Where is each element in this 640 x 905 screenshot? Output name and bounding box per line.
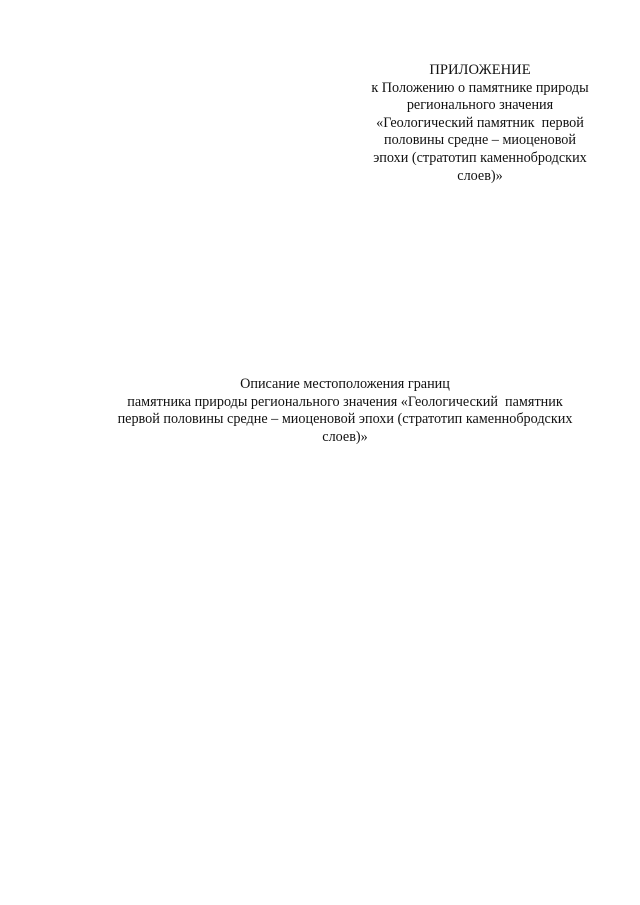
description-line-3: первой половины средне – миоценовой эпохи (стратотип каменнобродских	[117, 411, 573, 428]
appendix-line-6: слоев)»	[457, 167, 503, 184]
appendix-line-2: регионального значения	[406, 97, 554, 114]
appendix-line-3: «Геологический памятник первой	[376, 114, 584, 131]
appendix-line-4: половины средне – миоценовой	[384, 132, 576, 149]
appendix-header	[355, 62, 605, 185]
description-line-2: памятника природы регионального значения «Геологический памятник	[127, 393, 563, 410]
appendix-title: ПРИЛОЖЕНИЕ	[429, 62, 531, 78]
description-line-4: слоев)»	[322, 428, 368, 445]
appendix-line-1: к Положению о памятнике природы	[371, 79, 589, 96]
boundary-description-heading	[90, 376, 600, 446]
description-line-1: Описание местоположения границ	[240, 376, 450, 392]
appendix-line-5: эпохи (стратотип каменнобродских	[373, 149, 587, 166]
